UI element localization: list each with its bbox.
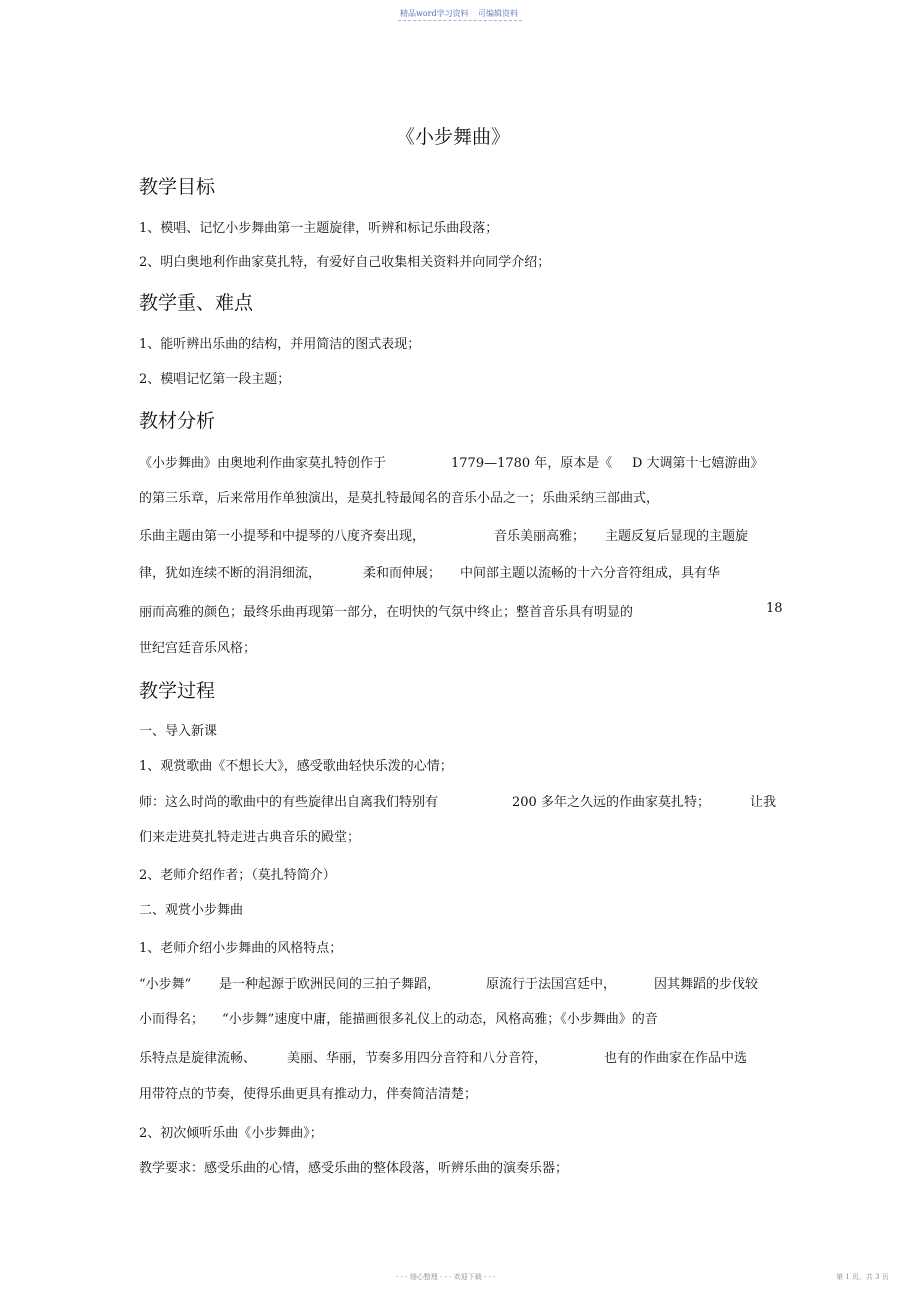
analysis-line-3b: 音乐美丽高雅； xyxy=(494,529,586,544)
process-line-2c: 让我 xyxy=(750,795,777,810)
document-title: 《小步舞曲》 xyxy=(396,126,511,148)
process-line-7b: “小步舞”速度中庸，能描画很多礼仪上的动态，风格高雅；《小步舞曲》的音 xyxy=(222,1012,658,1027)
analysis-line-1c: D 大调第十七嬉游曲》 xyxy=(632,456,764,471)
process-line-7a: 小而得名； xyxy=(139,1012,205,1027)
process-subheading-1: 一、导入新课 xyxy=(139,724,218,739)
goal-item-2: 2、明白奥地利作曲家莫扎特，有爱好自己收集相关资料并向同学介绍； xyxy=(139,255,551,270)
header-left-text: 精品word学习资料 xyxy=(400,9,469,18)
process-line-6d: 因其舞蹈的步伐较 xyxy=(654,977,759,992)
heading-teaching-process: 教学过程 xyxy=(139,680,216,702)
analysis-line-2: 的第三乐章，后来常用作单独演出，是莫扎特最闻名的音乐小品之一；乐曲采纳三部曲式， xyxy=(139,491,660,506)
process-line-2a: 师：这么时尚的歌曲中的有些旋律出自离我们特别有 xyxy=(139,795,439,810)
analysis-line-1b: 1779—1780 年，原本是《 xyxy=(451,456,613,471)
heading-material-analysis: 教材分析 xyxy=(139,410,216,432)
process-line-10: 2、初次倾听乐曲《小步舞曲》； xyxy=(139,1126,323,1141)
point-item-1: 1、能听辨出乐曲的结构，并用简洁的图式表现； xyxy=(139,337,421,352)
analysis-line-3a: 乐曲主题由第一小提琴和中提琴的八度齐奏出现， xyxy=(139,529,426,544)
process-line-6b: 是一种起源于欧洲民间的三拍子舞蹈， xyxy=(219,977,441,992)
analysis-line-3c: 主题反复后显现的主题旋 xyxy=(605,529,749,544)
analysis-line-4c: 中间部主题以流畅的十六分音符组成，具有华 xyxy=(460,566,721,581)
analysis-line-1a: 《小步舞曲》由奥地利作曲家莫扎特创作于 xyxy=(139,456,387,471)
heading-key-points: 教学重、难点 xyxy=(139,292,254,314)
process-line-8c: 也有的作曲家在作品中选 xyxy=(604,1051,748,1066)
point-item-2: 2、模唱记忆第一段主题； xyxy=(139,372,291,387)
analysis-line-4b: 柔和而伸展； xyxy=(363,566,442,581)
process-line-6c: 原流行于法国宫廷中， xyxy=(486,977,617,992)
header-right-text: 可编辑资料 xyxy=(478,9,518,18)
process-line-8b: 美丽、华丽，节奏多用四分音符和八分音符， xyxy=(287,1051,548,1066)
header-divider xyxy=(398,20,522,21)
goal-item-1: 1、模唱、记忆小步舞曲第一主题旋律，听辨和标记乐曲段落； xyxy=(139,221,499,236)
heading-teaching-goals: 教学目标 xyxy=(139,176,216,198)
analysis-line-5a: 丽而高雅的颜色；最终乐曲再现第一部分，在明快的气氛中终止；整首音乐具有明显的 xyxy=(139,605,634,620)
footer-page-number: 第 1 页，共 3 页 xyxy=(836,1273,889,1281)
process-line-4: 2、老师介绍作者；（莫扎特简介） xyxy=(139,868,336,883)
analysis-line-4a: 律，犹如连续不断的涓涓细流， xyxy=(139,566,322,581)
analysis-line-6: 世纪宫廷音乐风格； xyxy=(139,641,257,656)
footer-center-text: - - - 细心整理 - - - 欢迎下载 - - - xyxy=(396,1273,496,1281)
process-line-8a: 乐特点是旋律流畅、 xyxy=(139,1051,257,1066)
analysis-line-5b: 18 xyxy=(766,601,783,616)
process-line-1: 1、观赏歌曲《不想长大》，感受歌曲轻快乐泼的心情； xyxy=(139,759,453,774)
process-subheading-2: 二、观赏小步舞曲 xyxy=(139,903,244,918)
process-line-3: 们来走进莫扎特走进古典音乐的殿堂； xyxy=(139,830,361,845)
process-line-6a: “小步舞” xyxy=(139,977,192,992)
process-line-2b: 200 多年之久远的作曲家莫扎特； xyxy=(512,795,710,810)
process-line-11: 教学要求：感受乐曲的心情，感受乐曲的整体段落，听辨乐曲的演奏乐器； xyxy=(139,1161,569,1176)
process-line-9: 用带符点的节奏，使得乐曲更具有推动力，伴奏简洁清楚； xyxy=(139,1087,478,1102)
process-line-5: 1、老师介绍小步舞曲的风格特点； xyxy=(139,941,343,956)
